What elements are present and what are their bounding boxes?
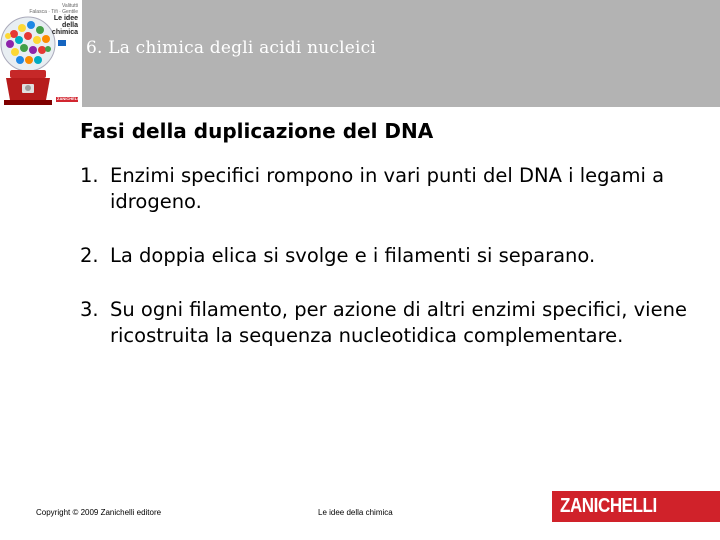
footer-copyright: Copyright © 2009 Zanichelli editore xyxy=(36,508,162,517)
publisher-name: ZANICHELLI xyxy=(560,495,657,517)
step-text: Su ogni filamento, per azione di altri enzimi specifici, viene ricostruita la sequenza nucleotidica complementare. xyxy=(110,298,687,347)
list-item xyxy=(80,163,700,215)
publisher-logo xyxy=(552,491,720,522)
step-text: Enzimi specifici rompono in vari punti del DNA i legami a idrogeno. xyxy=(110,164,665,213)
step-number: 2. xyxy=(80,244,99,267)
step-number: 1. xyxy=(80,164,99,187)
cover-authors: Valitutti Falasca · Tifi · Gentile xyxy=(29,3,78,15)
footer-book-title: Le idee della chimica xyxy=(318,508,393,517)
cover-publisher-logo: ZANICHELLI xyxy=(57,96,81,101)
cover-title: Le idee della chimica xyxy=(51,15,78,36)
book-cover-image xyxy=(0,0,82,107)
step-number: 3. xyxy=(80,298,99,321)
steps-list xyxy=(80,163,700,377)
chapter-title: 6. La chimica degli acidi nucleici xyxy=(86,38,377,58)
step-text: La doppia elica si svolge e i filamenti si separano. xyxy=(110,244,596,267)
slide-heading: Fasi della duplicazione del DNA xyxy=(80,119,434,143)
list-item xyxy=(80,243,700,269)
list-item xyxy=(80,297,700,349)
